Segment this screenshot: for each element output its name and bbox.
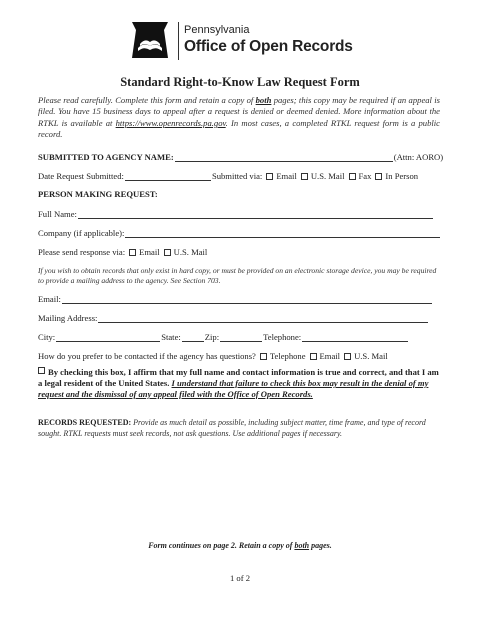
via-label: Submitted via: — [211, 171, 263, 181]
contact-question: How do you prefer to be contacted if the agency has questions? — [38, 351, 256, 361]
contact-row — [38, 351, 388, 361]
city-input[interactable] — [56, 332, 160, 342]
logo-divider — [178, 22, 179, 60]
email-row — [38, 294, 433, 304]
contact-phone-label: Telephone — [269, 351, 306, 361]
city-label: City: — [38, 332, 56, 342]
company-row — [38, 228, 441, 238]
company-label: Company (if applicable): — [38, 228, 125, 238]
via-fax-checkbox[interactable] — [349, 173, 356, 180]
form-title: Standard Right-to-Know Law Request Form — [120, 75, 360, 89]
hard-copy-note: If you wish to obtain records that only exist in hard copy, or must be provided on an electronic storage device, you may be required to provide a mailing address to the agency. See Section 703. — [38, 266, 437, 285]
records-instructions: Provide as much detail as possible, including subject matter, time frame, and type of record sought. RTKL requests must seek records, not ask questions. Use additional pages if necessary. — [38, 418, 426, 438]
mailing-label: Mailing Address: — [38, 313, 98, 323]
phone-label: Telephone: — [263, 332, 302, 342]
keystone-book-icon — [128, 18, 172, 62]
email-input[interactable] — [62, 294, 432, 304]
contact-email-checkbox[interactable] — [310, 353, 317, 360]
via-person-checkbox[interactable] — [375, 173, 382, 180]
via-mail-label: U.S. Mail — [310, 171, 345, 181]
phone-input[interactable] — [302, 332, 408, 342]
continues-note: Form continues on page 2. Retain a copy of both pages. — [148, 541, 332, 550]
state-input[interactable] — [182, 332, 204, 342]
resp-mail-label: U.S. Mail — [173, 247, 208, 257]
response-row — [38, 247, 207, 257]
org-name: Office of Open Records — [184, 38, 353, 55]
contact-phone-checkbox[interactable] — [260, 353, 267, 360]
agency-attn: (Attn: AORO) — [393, 152, 444, 162]
intro-paragraph: Please read carefully. Complete this form and retain a copy of both pages; this copy may be required if an appeal is filed. You have 15 business days to appeal after a request is denied or deemed denied. More information about the RTKL is available at https://www.openrecords.pa.gov. In most cases, a completed RTKL request form is a public record. — [38, 95, 440, 140]
via-person-label: In Person — [385, 171, 419, 181]
via-email-label: Email — [276, 171, 297, 181]
contact-email-label: Email — [319, 351, 341, 361]
company-input[interactable] — [125, 228, 440, 238]
affirmation — [38, 367, 440, 400]
via-fax-label: Fax — [358, 171, 372, 181]
affirm-text: By checking this box, I affirm that my full name and contact information is true and correct, and that I am a legal resident of the United States. — [38, 367, 439, 388]
oor-link[interactable]: https://www.openrecords.pa.gov — [115, 117, 226, 128]
date-input[interactable] — [125, 171, 211, 181]
agency-row — [38, 152, 443, 162]
zip-input[interactable] — [220, 332, 262, 342]
city-row — [38, 332, 409, 342]
via-mail-checkbox[interactable] — [301, 173, 308, 180]
mailing-row — [38, 313, 429, 323]
records-requested — [38, 418, 440, 439]
page-number: 1 of 2 — [229, 573, 251, 583]
resp-email-label: Email — [139, 247, 160, 257]
mailing-input[interactable] — [98, 313, 428, 323]
agency-input[interactable] — [175, 152, 393, 162]
via-email-checkbox[interactable] — [266, 173, 273, 180]
oor-logo — [128, 18, 358, 64]
state-label: State: — [161, 332, 181, 342]
records-label: RECORDS REQUESTED: — [38, 418, 132, 427]
full-name-input[interactable] — [78, 209, 433, 219]
resp-email-checkbox[interactable] — [129, 249, 136, 256]
date-row — [38, 171, 418, 181]
zip-label: Zip: — [204, 332, 220, 342]
contact-mail-checkbox[interactable] — [344, 353, 351, 360]
org-state: Pennsylvania — [184, 24, 250, 36]
full-name-row — [38, 209, 434, 219]
records-input-area[interactable] — [38, 442, 440, 532]
date-label: Date Request Submitted: — [38, 171, 124, 181]
affirm-warning: I understand that failure to check this box may result in the denial of my request and the dismissal of any appeal filed with the Office of Open Records. — [38, 378, 429, 399]
person-heading: PERSON MAKING REQUEST: — [38, 189, 158, 199]
resp-mail-checkbox[interactable] — [164, 249, 171, 256]
contact-mail-label: U.S. Mail — [354, 351, 388, 361]
affirm-checkbox[interactable] — [38, 367, 45, 374]
full-name-label: Full Name: — [38, 209, 77, 219]
email-label: Email: — [38, 294, 61, 304]
response-label: Please send response via: — [38, 247, 126, 257]
agency-label: SUBMITTED TO AGENCY NAME: — [38, 152, 174, 162]
